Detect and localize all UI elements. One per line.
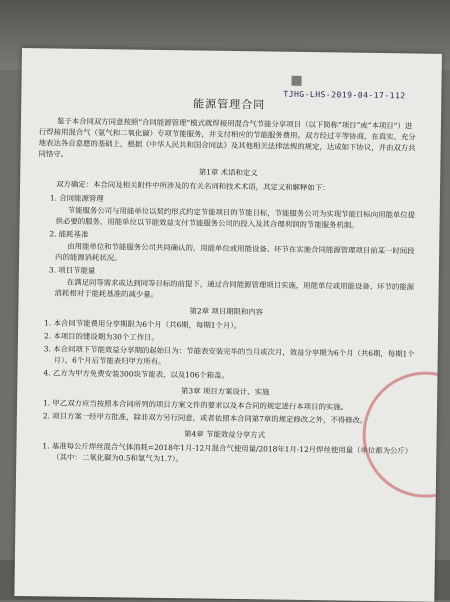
chapter-2-item: 4. 乙方为甲方免费安装300块节能表，以及106个箱盖。: [43, 368, 229, 380]
chapter-1-title: 第1章 术语和定义: [198, 167, 258, 178]
term-3-definition: 在满足同等需求或达到同等目标的前提下，通过合同能源管理项目实施，用能单位或用能设备、环节的能源消耗相对于能耗基准的减少量。: [54, 277, 415, 299]
chapter-4-title: 第4章 节能效益分享方式: [184, 429, 266, 440]
document-title: 能源管理合同: [193, 97, 266, 112]
term-1-definition: 节能服务公司与用能单位以契约形式约定节能项目的节能目标，节能服务公司为实现节能目标向用能单位提供必要的服务，用能单位以节能效益支付节能服务公司的投入及其合理利润的节能服务机制。: [55, 205, 416, 230]
handwritten-reference: TJHG-LHS-2019-04-17-112: [283, 89, 406, 101]
intro-paragraph: 鉴于本合同双方同意按照“合同能源管理”模式就焊接用混合气节能分享项目（以下简称“项目”或“本项目”）进行焊接用混合气（氩气和二氧化碳）专项节能服务，并支付相应的节能服务费用。双方经过平等协商，在真实、充分地表达各自意愿的基础上，根据《中华人民共和国合同法》及其他相关法律法规的规定，达成如下协议，并由双方共同恪守。: [38, 116, 416, 159]
ink-mark: [291, 76, 301, 86]
contract-page: [14, 48, 442, 602]
chapter-4-item: 1. 基准每公斤焊丝混合气体消耗=2018年1月-12月混合气使用量/2018年1月-12月焊丝使用量（单位都为公斤）（其中：二氧化碳为0.5和氩气为1.7）。: [42, 441, 413, 464]
chapter-2-item: 3. 本合同项下节能效益分享期的起始日为：节能表安装完毕的当月或次月，效益分享期为6个月（共6期，每期1个月），6个月后节能表归甲方所有。: [43, 344, 415, 367]
chapter-1-intro: 双方确定：本合同及相关附件中所涉及的有关名词和技术术语，其定义和解释如下：: [56, 179, 330, 193]
chapter-2-item: 2. 本项目的建设期为30个工作日。: [43, 331, 159, 342]
chapter-2-title: 第2章 项目期限和内容: [189, 306, 264, 317]
term-2-heading: 2. 能耗基准: [49, 229, 89, 239]
term-1-heading: 1. 合同能源管理: [49, 193, 104, 204]
chapter-3-item: 2. 项目方案一经甲方批准，除非双方另行同意，或者依照本合同第7章的规定修改之外，不得修改。: [42, 411, 368, 425]
chapter-3-title: 第3章 项目方案设计、实施: [180, 386, 270, 397]
term-2-definition: 由用能单位和节能服务公司共同确认的，用能单位或用能设备、环节在实施合同能源管理项目前某一时间段内的能源消耗状况。: [55, 241, 415, 263]
chapter-3-item: 1. 甲乙双方应当按照本合同所列的项目方案文件的要求以及本合同的规定进行本项目的实施。: [42, 398, 349, 412]
term-3-heading: 3. 项目节能量: [48, 265, 96, 276]
chapter-2-item: 1. 本合同节能费用分享期限为6个月（共6期，每期1个月）。: [44, 318, 242, 331]
document-body: [34, 90, 419, 469]
